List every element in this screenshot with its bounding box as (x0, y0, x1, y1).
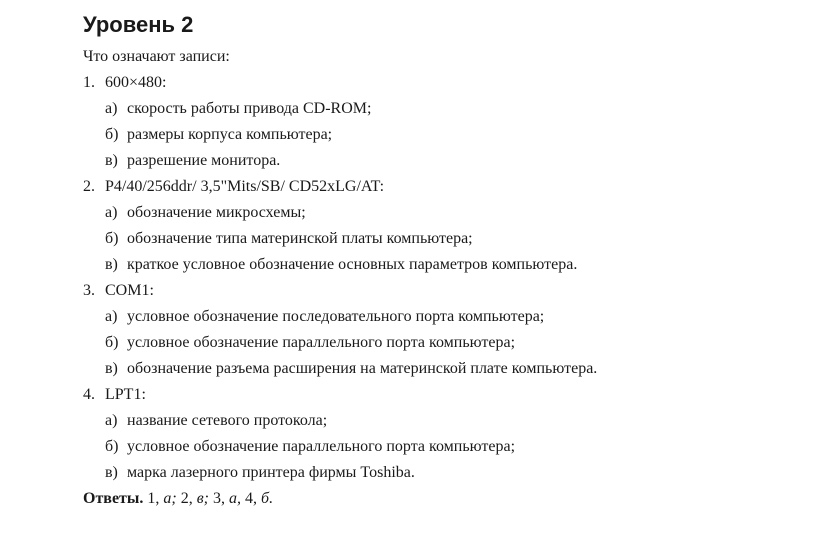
question-3 (83, 280, 803, 384)
option-b (83, 124, 803, 150)
option-text: размеры корпуса компьютера; (127, 126, 333, 143)
option-text: условное обозначение параллельного порта компьютера; (127, 334, 516, 351)
answer-letter: б. (261, 490, 274, 507)
level-title: Уровень 2 (83, 12, 194, 37)
question-text: 600×480: (105, 74, 167, 91)
option-letter: а) (105, 412, 118, 429)
option-letter: а) (105, 204, 118, 221)
option-a (83, 306, 803, 332)
answer-num: 4, (245, 490, 258, 507)
option-text: разрешение монитора. (127, 152, 281, 169)
option-letter: в) (105, 360, 118, 377)
option-text: обозначение разъема расширения на материнской плате компьютера. (127, 360, 598, 377)
option-b (83, 228, 803, 254)
option-letter: б) (105, 334, 119, 351)
answer-letter: в; (196, 490, 210, 507)
question-4 (83, 384, 803, 488)
option-letter: в) (105, 152, 118, 169)
option-letter: а) (105, 100, 118, 117)
question-text: COM1: (105, 282, 154, 299)
intro-text: Что означают записи: (83, 48, 230, 65)
document-page (83, 10, 803, 514)
question-1 (83, 72, 803, 176)
option-text: обозначение типа материнской платы компьютера; (127, 230, 473, 247)
question-number: 1. (83, 74, 95, 91)
answers-line (83, 488, 803, 514)
option-text: марка лазерного принтера фирмы Toshiba. (127, 464, 415, 481)
option-a (83, 410, 803, 436)
option-c (83, 462, 803, 488)
option-letter: б) (105, 230, 119, 247)
answer-letter: а; (163, 490, 177, 507)
option-text: условное обозначение последовательного порта компьютера; (127, 308, 545, 325)
option-a (83, 98, 803, 124)
answer-num: 2, (180, 490, 193, 507)
question-text: P4/40/256ddr/ 3,5"Mits/SB/ CD52xLG/AT: (105, 178, 385, 195)
option-c (83, 358, 803, 384)
option-letter: б) (105, 126, 119, 143)
option-text: условное обозначение параллельного порта компьютера; (127, 438, 516, 455)
option-a (83, 202, 803, 228)
option-c (83, 150, 803, 176)
question-number: 3. (83, 282, 95, 299)
option-letter: в) (105, 256, 118, 273)
option-text: краткое условное обозначение основных параметров компьютера. (127, 256, 578, 273)
option-text: скорость работы привода CD-ROM; (127, 100, 372, 117)
answer-num: 3, (213, 490, 226, 507)
question-text: LPT1: (105, 386, 146, 403)
option-c (83, 254, 803, 280)
option-letter: в) (105, 464, 118, 481)
option-b (83, 332, 803, 358)
question-number: 2. (83, 178, 95, 195)
option-letter: а) (105, 308, 118, 325)
option-b (83, 436, 803, 462)
option-letter: б) (105, 438, 119, 455)
option-text: обозначение микросхемы; (127, 204, 306, 221)
question-number: 4. (83, 386, 95, 403)
option-text: название сетевого протокола; (127, 412, 328, 429)
question-2 (83, 176, 803, 280)
answers-label: Ответы. (83, 490, 144, 507)
answer-letter: а, (229, 490, 242, 507)
answer-num: 1, (147, 490, 160, 507)
